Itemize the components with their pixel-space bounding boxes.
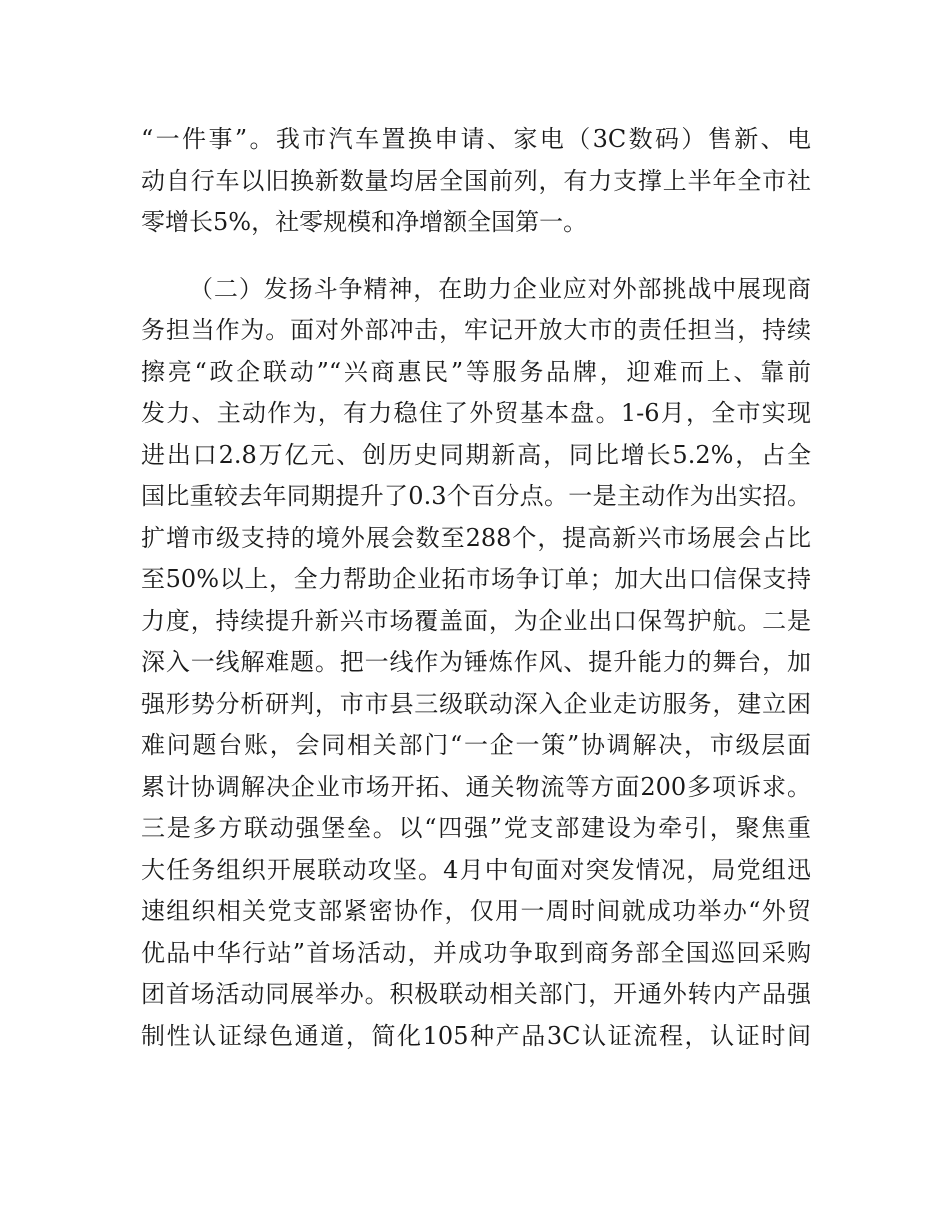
text-line: 务担当作为。面对外部冲击，牢记开放大市的责任担当，持续 bbox=[141, 316, 811, 344]
text-line: 发力、主动作为，有力稳住了外贸基本盘。1-6月，全市实现 bbox=[141, 399, 811, 427]
text-line: 零增长5%，社零规模和净增额全国第一。 bbox=[141, 208, 588, 236]
text-line: “一件事”。我市汽车置换申请、家电（3C数码）售新、电 bbox=[141, 125, 811, 153]
text-line: 速组织相关党支部紧密协作，仅用一周时间就成功举办“外贸 bbox=[141, 897, 811, 925]
text-line: 三是多方联动强堡垒。以“四强”党支部建设为牵引，聚焦重 bbox=[141, 814, 811, 842]
text-line: 深入一线解难题。把一线作为锤炼作风、提升能力的舞台，加 bbox=[141, 648, 811, 676]
text-line: 大任务组织开展联动攻坚。4月中旬面对突发情况，局党组迅 bbox=[141, 855, 811, 884]
text-line: 动自行车以旧换新数量均居全国前列，有力支撑上半年全市社 bbox=[141, 166, 811, 195]
text-line: 累计协调解决企业市场开拓、通关物流等方面200多项诉求。 bbox=[141, 772, 811, 801]
text-line: 强形势分析研判，市市县三级联动深入企业走访服务，建立困 bbox=[141, 689, 811, 718]
text-line: 擦亮“政企联动”“兴商惠民”等服务品牌，迎难而上、靠前 bbox=[141, 357, 811, 386]
paragraph-1 bbox=[141, 119, 811, 244]
text-line: 难问题台账，会同相关部门“一企一策”协调解决，市级层面 bbox=[141, 731, 811, 759]
text-line: 优品中华行站”首场活动，并成功争取到商务部全国巡回采购 bbox=[141, 938, 811, 967]
paragraph-2 bbox=[141, 269, 811, 1058]
text-line: 国比重较去年同期提升了0.3个百分点。一是主动作为出实招。 bbox=[141, 482, 811, 510]
text-line: 至50%以上，全力帮助企业拓市场争订单；加大出口信保支持 bbox=[141, 565, 811, 593]
paragraph-spacer bbox=[141, 244, 811, 269]
text-line: 扩增市级支持的境外展会数至288个，提高新兴市场展会占比 bbox=[141, 523, 811, 552]
text-line: 进出口2.8万亿元、创历史同期新高，同比增长5.2%，占全 bbox=[141, 440, 811, 469]
text-line: 力度，持续提升新兴市场覆盖面，为企业出口保驾护航。二是 bbox=[141, 606, 811, 635]
text-line: 团首场活动同展举办。积极联动相关部门，开通外转内产品强 bbox=[141, 980, 811, 1008]
text-line: （二）发扬斗争精神，在助力企业应对外部挑战中展现商 bbox=[189, 274, 811, 303]
text-line: 制性认证绿色通道，简化105种产品3C认证流程，认证时间 bbox=[141, 1021, 811, 1050]
document-body bbox=[141, 119, 811, 1057]
